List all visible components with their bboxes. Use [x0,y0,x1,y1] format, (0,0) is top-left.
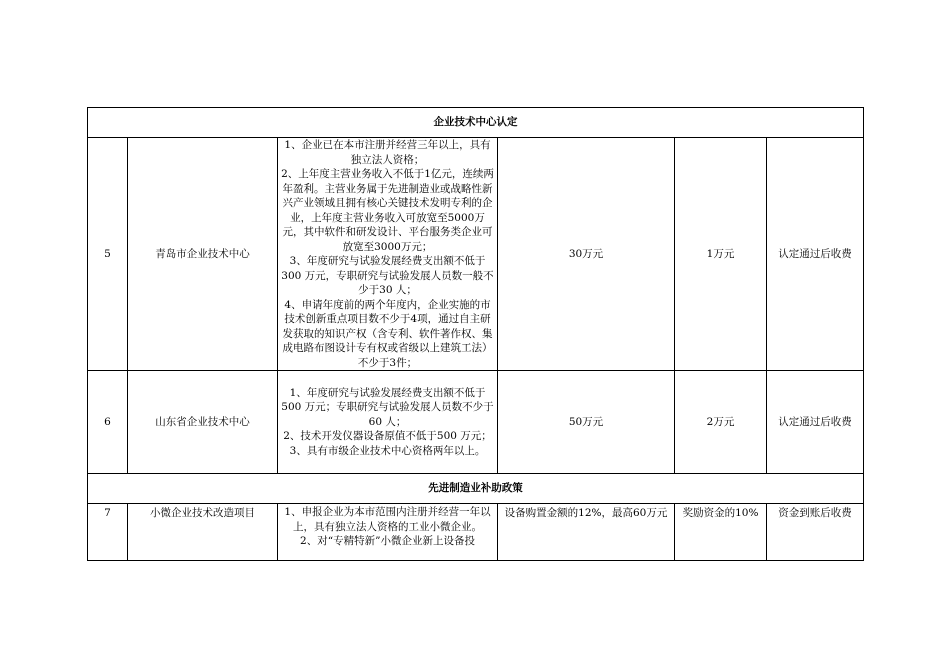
condition-item: 3、具有市级企业技术中心资格两年以上。 [289,444,486,457]
section-title-manufacturing: 先进制造业补助政策 [88,474,864,504]
subsidy-amount: 50万元 [498,371,675,474]
section-row [88,108,864,138]
policy-table [87,107,864,561]
condition-item: 4、申请年度前的两个年度内，企业实施的市技术创新重点项目数不少于4项，通过自主研发获取的知识产权（含专利、软件著作权、集成电路布图设计专有权或省级以上建筑工法）不少于3件； [282,298,493,369]
row-number: 6 [88,371,128,474]
conditions-cell [278,504,498,561]
payment-terms: 认定通过后收费 [767,138,864,371]
section-title-tech-center: 企业技术中心认定 [88,108,864,138]
payment-terms: 资金到账后收费 [767,504,864,561]
condition-item: 1、年度研究与试验发展经费支出额不低于500 万元；专职研究与试验发展人员数不少于 60 人； [281,386,494,428]
section-row [88,474,864,504]
project-name: 小微企业技术改造项目 [128,504,278,561]
payment-terms: 认定通过后收费 [767,371,864,474]
subsidy-amount: 设备购置金额的12%，最高60万元 [498,504,675,561]
table-row [88,138,864,371]
project-name: 青岛市企业技术中心 [128,138,278,371]
service-fee: 2万元 [675,371,767,474]
row-number: 5 [88,138,128,371]
service-fee: 1万元 [675,138,767,371]
subsidy-amount: 30万元 [498,138,675,371]
row-number: 7 [88,504,128,561]
conditions-cell [278,371,498,474]
condition-item: 2、技术开发仪器设备原值不低于500 万元； [283,430,492,443]
condition-item: 2、对“专精特新”小微企业新上设备投 [300,535,475,547]
project-name: 山东省企业技术中心 [128,371,278,474]
service-fee: 奖励资金的10% [675,504,767,561]
condition-item: 1、企业已在本市注册并经营三年以上，具有独立法人资格； [284,139,491,166]
conditions-cell [278,138,498,371]
condition-item: 2、上年度主营业务收入不低于1亿元，连续两年盈利。主营业务属于先进制造业或战略性新兴产业领域且拥有核心关键技术发明专利的企业，上年度主营业务收入可放宽至5000万元，其中软件和研发设计、平台服务类企业可放宽至3000万元； [281,168,494,253]
table-row [88,504,864,561]
condition-item: 1、申报企业为本市范围内注册并经营一年以上，具有独立法人资格的工业小微企业。 [284,506,491,533]
condition-item: 3、年度研究与试验发展经费支出额不低于300 万元，专职研究与试验发展人员数一般不少于30 人； [281,255,494,296]
table-row [88,371,864,474]
